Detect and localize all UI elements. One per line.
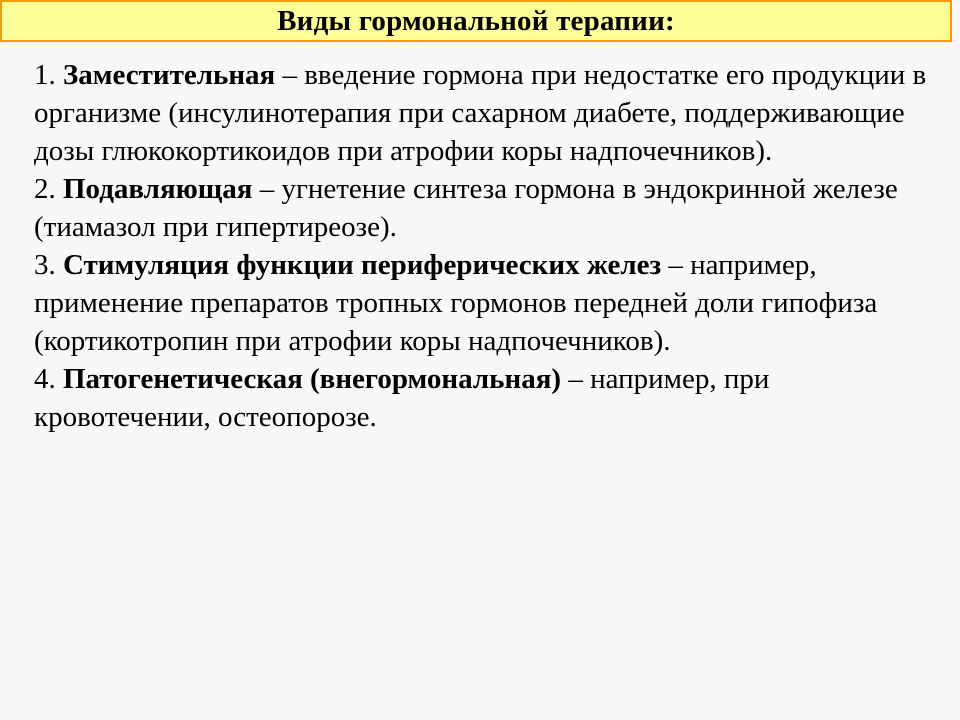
therapy-types-list [34,56,934,436]
list-item-replacement [34,56,934,170]
slide-title-box [0,0,952,42]
item-description: – например, при кровотечении, остеопорозе. [34,363,770,433]
item-term: Патогенетическая (внегормональная) [63,363,562,395]
item-number: 1. [34,59,56,91]
slide-title: Виды гормональной терапии: [277,4,675,37]
item-description: – например, применение препаратов тропных гормонов передней доли гипофиза (кортикотропин при атрофии коры надпочечников). [34,249,878,357]
item-number: 3. [34,249,56,281]
item-number: 2. [34,173,56,205]
list-item-stimulation [34,246,934,360]
item-term: Подавляющая [63,173,253,205]
item-description: – введение гормона при недостатке его продукции в организме (инсулинотерапия при сахарном диабете, поддерживающие дозы глюкокортикоидов при атрофии коры надпочечников). [34,59,927,167]
list-item-suppressive [34,170,934,246]
item-term: Заместительная [63,59,276,91]
item-number: 4. [34,363,56,395]
item-term: Стимуляция функции периферических желез [63,249,662,281]
item-description: – угнетение синтеза гормона в эндокринной железе (тиамазол при гипертиреозе). [34,173,898,243]
list-item-pathogenetic [34,360,934,436]
